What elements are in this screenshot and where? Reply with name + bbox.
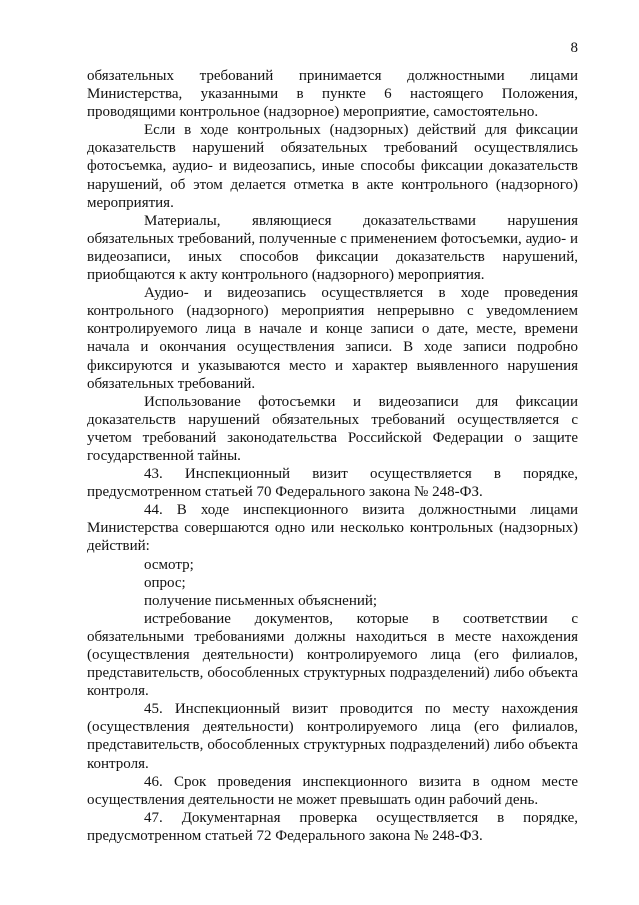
list-item-documents-request: истребование документов, которые в соответствии с обязательными требованиями должны находиться в месте нахождения (осуществления деятельности) контролируемого лица (его филиалов, представительств, обособленных структурных подразделений) либо объекта контроля.: [87, 610, 578, 700]
paragraph-audio-video: Аудио- и видеозапись осуществляется в ходе проведения контрольного (надзорного) мероприятия непрерывно с уведомлением контролируемого лица в начале и конце записи о дате, месте, времени начала и окончания осуществления записи. В ходе записи подробно фиксируются и указываются место и характер выявленного нарушения обязательных требований.: [87, 285, 578, 392]
clause-47: 47. Документарная проверка осуществляется в порядке, предусмотренном статьей 72 Федерального закона № 248-ФЗ.: [87, 809, 578, 844]
list-item-inspection: осмотр;: [144, 556, 194, 573]
document-body: [87, 67, 578, 845]
list-item-written-explanations: получение письменных объяснений;: [144, 592, 378, 609]
paragraph-materials: Материалы, являющиеся доказательствами нарушения обязательных требований, полученные с применением фотосъемки, аудио- и видеозаписи, иных способов фиксации доказательств нарушений, приобщаются к акту контрольного (надзорного) мероприятия.: [87, 212, 578, 284]
clause-46: 46. Срок проведения инспекционного визита в одном месте осуществления деятельности не может превышать один рабочий день.: [87, 773, 578, 808]
clause-44: 44. В ходе инспекционного визита должностными лицами Министерства совершаются одно или несколько контрольных (надзорных) действий:: [87, 502, 578, 555]
paragraph-fixation-note: Если в ходе контрольных (надзорных) действий для фиксации доказательств нарушений обязательных требований осуществлялись фотосъемка, аудио- и видеозапись, иные способы фиксации доказательств нарушений, об этом делается отметка в акте контрольного (надзорного) мероприятия.: [87, 122, 578, 211]
page-number: 8: [570, 40, 578, 56]
paragraph-continuation: обязательных требований принимается должностными лицами Министерства, указанными в пункте 6 настоящего Положения, проводящими контрольное (надзорное) мероприятие, самостоятельно.: [87, 68, 578, 121]
clause-45: 45. Инспекционный визит проводится по месту нахождения (осуществления деятельности) контролируемого лица (его филиалов, представительств, обособленных структурных подразделений) либо объекта контроля.: [87, 701, 578, 772]
clause-43: 43. Инспекционный визит осуществляется в порядке, предусмотренном статьей 70 Федерального закона № 248-ФЗ.: [87, 466, 578, 501]
paragraph-state-secret: Использование фотосъемки и видеозаписи для фиксации доказательств нарушений обязательных требований осуществляется с учетом требований законодательства Российской Федерации о защите государственной тайны.: [87, 393, 578, 464]
list-item-survey: опрос;: [144, 574, 186, 591]
